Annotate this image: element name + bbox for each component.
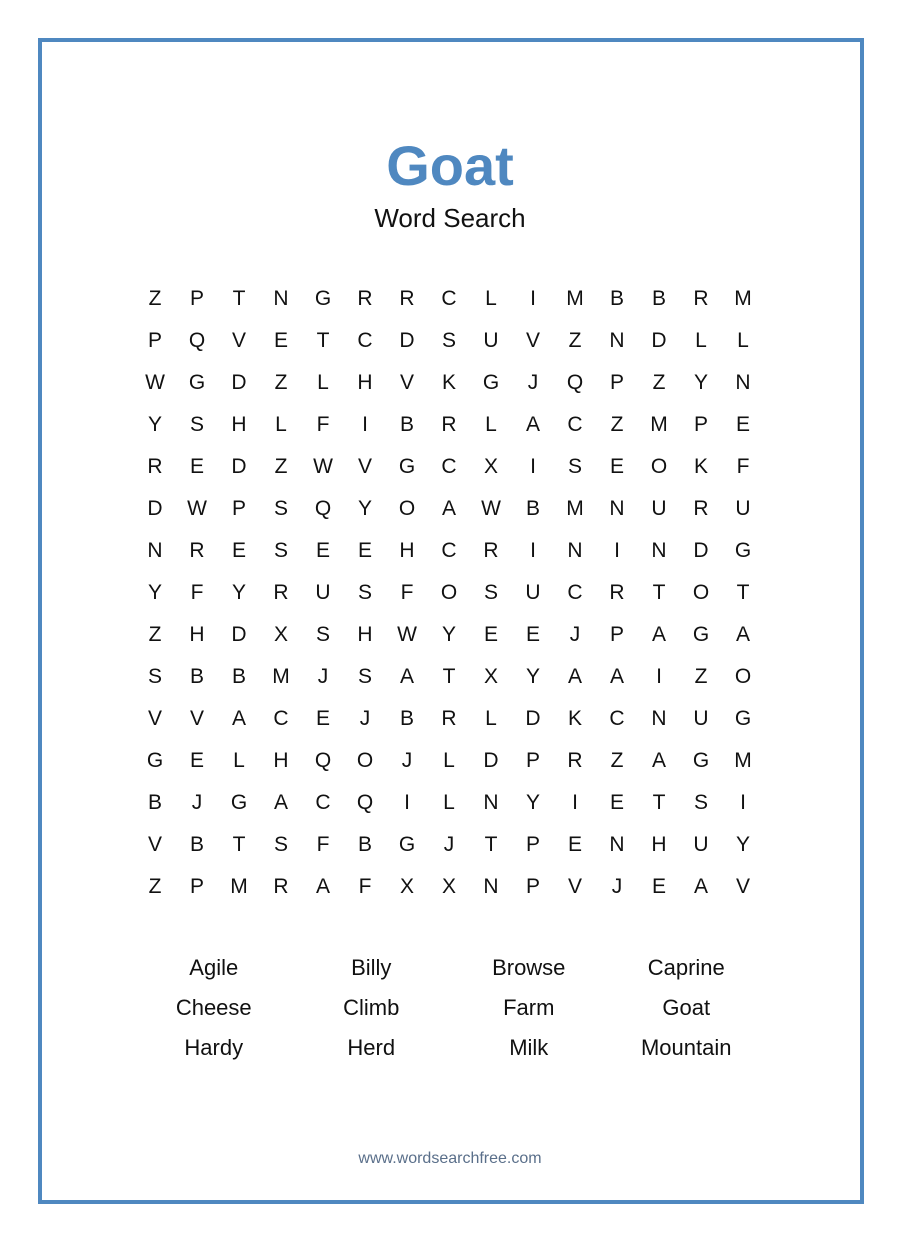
grid-letter[interactable]: H <box>357 371 373 394</box>
grid-letter[interactable]: S <box>567 455 582 478</box>
grid-letter[interactable]: F <box>358 875 372 898</box>
word-list-item: Farm <box>503 995 555 1020</box>
grid-letter[interactable]: H <box>231 413 247 436</box>
grid-letter[interactable]: G <box>692 623 710 646</box>
grid-letter[interactable]: P <box>231 497 246 520</box>
grid-letter[interactable]: R <box>693 287 709 310</box>
grid-letter[interactable]: I <box>404 791 410 814</box>
grid-letter[interactable]: T <box>484 833 498 856</box>
grid-letter[interactable]: R <box>441 707 457 730</box>
grid-letter[interactable]: Y <box>525 665 540 688</box>
grid-letter[interactable]: A <box>273 791 288 814</box>
grid-letter[interactable]: R <box>399 287 415 310</box>
grid-letter[interactable]: A <box>567 665 582 688</box>
grid-letter[interactable]: B <box>357 833 372 856</box>
grid-letter[interactable]: K <box>567 707 582 730</box>
grid-letter[interactable]: S <box>147 665 162 688</box>
grid-letter[interactable]: A <box>735 623 750 646</box>
grid-letter[interactable]: R <box>189 539 205 562</box>
word-list-item: Mountain <box>640 1035 732 1060</box>
grid-letter[interactable]: P <box>525 875 540 898</box>
grid-letter[interactable]: C <box>315 791 331 814</box>
grid-letter[interactable]: P <box>525 749 540 772</box>
grid-letter[interactable]: T <box>442 665 456 688</box>
grid-letter[interactable]: G <box>188 371 206 394</box>
word-list-item: Browse <box>492 955 566 980</box>
site-url[interactable]: www.wordsearchfree.com <box>358 1150 542 1167</box>
grid-letter[interactable]: P <box>189 287 204 310</box>
grid-letter[interactable]: S <box>273 539 288 562</box>
grid-letter[interactable]: R <box>567 749 583 772</box>
grid-letter[interactable]: E <box>273 329 288 352</box>
grid-letter[interactable]: L <box>233 749 245 772</box>
grid-letter[interactable]: U <box>651 497 667 520</box>
grid-letter[interactable]: A <box>399 665 414 688</box>
grid-letter[interactable]: U <box>693 833 709 856</box>
grid-letter[interactable]: D <box>231 623 247 646</box>
grid-letter[interactable]: D <box>231 455 247 478</box>
grid-letter[interactable]: D <box>147 497 163 520</box>
grid-letter[interactable]: Z <box>694 665 708 688</box>
grid-letter[interactable]: I <box>740 791 746 814</box>
grid-letter[interactable]: Q <box>314 497 332 520</box>
word-list-item: Cheese <box>175 995 252 1020</box>
grid-letter[interactable]: X <box>273 623 288 646</box>
letter-grid <box>134 278 764 908</box>
grid-letter[interactable]: Z <box>568 329 582 352</box>
grid-letter[interactable]: V <box>231 329 246 352</box>
grid-letter[interactable]: A <box>315 875 330 898</box>
grid-letter[interactable]: P <box>609 371 624 394</box>
grid-letter[interactable]: C <box>441 539 457 562</box>
grid-letter[interactable]: V <box>525 329 540 352</box>
grid-letter[interactable]: H <box>273 749 289 772</box>
grid-letter[interactable]: C <box>357 329 373 352</box>
grid-letter[interactable]: A <box>609 665 624 688</box>
grid-letter[interactable]: N <box>609 497 625 520</box>
word-list-item: Climb <box>343 995 400 1020</box>
grid-letter[interactable]: J <box>359 707 371 730</box>
grid-letter[interactable]: Z <box>652 371 666 394</box>
grid-letter[interactable]: T <box>316 329 330 352</box>
grid-letter[interactable]: J <box>317 665 329 688</box>
grid-letter[interactable]: Z <box>610 413 624 436</box>
grid-letter[interactable]: L <box>485 413 497 436</box>
grid-letter[interactable]: N <box>651 707 667 730</box>
grid-letter[interactable]: V <box>567 875 582 898</box>
grid-letter[interactable]: R <box>483 539 499 562</box>
grid-letter[interactable]: I <box>530 455 536 478</box>
grid-letter[interactable]: M <box>272 665 290 688</box>
grid-letter[interactable]: Y <box>525 791 540 814</box>
word-list-item: Milk <box>509 1035 549 1060</box>
grid-letter[interactable]: C <box>273 707 289 730</box>
grid-letter[interactable]: T <box>736 581 750 604</box>
grid-letter[interactable]: J <box>611 875 623 898</box>
grid-letter[interactable]: A <box>231 707 246 730</box>
grid-letter[interactable]: W <box>397 623 417 646</box>
grid-letter[interactable]: Y <box>357 497 372 520</box>
grid-letter[interactable]: Z <box>274 371 288 394</box>
grid-letter[interactable]: P <box>609 623 624 646</box>
word-list-item: Hardy <box>184 1035 244 1060</box>
grid-letter[interactable]: T <box>652 791 666 814</box>
grid-letter[interactable]: Q <box>314 749 332 772</box>
grid-letter[interactable]: G <box>692 749 710 772</box>
grid-letter[interactable]: J <box>443 833 455 856</box>
grid-letter[interactable]: O <box>440 581 458 604</box>
grid-letter[interactable]: Z <box>148 875 162 898</box>
grid-letter[interactable]: X <box>483 455 498 478</box>
grid-letter[interactable]: B <box>189 833 204 856</box>
grid-letter[interactable]: B <box>525 497 540 520</box>
grid-letter[interactable]: E <box>357 539 372 562</box>
grid-letter[interactable]: B <box>189 665 204 688</box>
grid-letter[interactable]: H <box>189 623 205 646</box>
grid-letter[interactable]: T <box>652 581 666 604</box>
grid-letter[interactable]: R <box>609 581 625 604</box>
grid-letter[interactable]: A <box>525 413 540 436</box>
grid-letter[interactable]: J <box>569 623 581 646</box>
grid-letter[interactable]: W <box>145 371 165 394</box>
grid-letter[interactable]: A <box>651 749 666 772</box>
grid-letter[interactable]: M <box>650 413 668 436</box>
grid-letter[interactable]: S <box>357 665 372 688</box>
grid-letter[interactable]: G <box>482 371 500 394</box>
grid-letter[interactable]: T <box>232 287 246 310</box>
grid-letter[interactable]: Y <box>147 581 162 604</box>
grid-letter[interactable]: R <box>441 413 457 436</box>
grid-letter[interactable]: V <box>357 455 372 478</box>
grid-letter[interactable]: L <box>695 329 707 352</box>
grid-letter[interactable]: Z <box>148 287 162 310</box>
grid-letter[interactable]: A <box>651 623 666 646</box>
grid-letter[interactable]: G <box>230 791 248 814</box>
grid-letter[interactable]: D <box>525 707 541 730</box>
grid-letter[interactable]: F <box>190 581 204 604</box>
word-list-item: Herd <box>347 1035 396 1060</box>
word-list-item: Caprine <box>647 955 725 980</box>
grid-letter[interactable]: R <box>273 875 289 898</box>
grid-letter[interactable]: P <box>189 875 204 898</box>
puzzle-subtitle: Word Search <box>374 203 526 233</box>
grid-letter[interactable]: F <box>316 833 330 856</box>
grid-letter[interactable]: O <box>356 749 374 772</box>
grid-letter[interactable]: L <box>317 371 329 394</box>
grid-letter[interactable]: P <box>693 413 708 436</box>
grid-letter[interactable]: K <box>441 371 456 394</box>
grid-letter[interactable]: Y <box>147 413 162 436</box>
grid-letter[interactable]: S <box>693 791 708 814</box>
grid-letter[interactable]: M <box>734 287 752 310</box>
grid-letter[interactable]: F <box>316 413 330 436</box>
grid-letter[interactable]: Z <box>148 623 162 646</box>
grid-letter[interactable]: P <box>147 329 162 352</box>
grid-letter[interactable]: V <box>189 707 204 730</box>
grid-letter[interactable]: E <box>189 749 204 772</box>
grid-letter[interactable]: Z <box>610 749 624 772</box>
grid-letter[interactable]: W <box>481 497 501 520</box>
grid-letter[interactable]: D <box>693 539 709 562</box>
grid-letter[interactable]: R <box>147 455 163 478</box>
grid-letter[interactable]: F <box>400 581 414 604</box>
grid-letter[interactable]: U <box>315 581 331 604</box>
grid-letter[interactable]: E <box>651 875 666 898</box>
grid-letter[interactable]: E <box>315 539 330 562</box>
grid-letter[interactable]: X <box>483 665 498 688</box>
grid-letter[interactable]: H <box>399 539 415 562</box>
grid-letter[interactable]: R <box>357 287 373 310</box>
grid-letter[interactable]: W <box>187 497 207 520</box>
grid-letter[interactable]: G <box>734 539 752 562</box>
grid-letter[interactable]: A <box>693 875 708 898</box>
grid-letter[interactable]: U <box>483 329 499 352</box>
grid-letter[interactable]: N <box>735 371 751 394</box>
grid-letter[interactable]: G <box>398 455 416 478</box>
puzzle-title: Goat <box>386 134 514 197</box>
grid-letter[interactable]: C <box>609 707 625 730</box>
word-list-item: Agile <box>189 955 239 980</box>
grid-letter[interactable]: V <box>399 371 414 394</box>
grid-letter[interactable]: O <box>398 497 416 520</box>
grid-letter[interactable]: M <box>230 875 248 898</box>
grid-letter[interactable]: I <box>530 287 536 310</box>
grid-letter[interactable]: U <box>525 581 541 604</box>
grid-letter[interactable]: E <box>315 707 330 730</box>
grid-letter[interactable]: I <box>572 791 578 814</box>
grid-letter[interactable]: G <box>314 287 332 310</box>
word-list-item: Goat <box>662 995 711 1020</box>
grid-letter[interactable]: E <box>735 413 750 436</box>
grid-letter[interactable]: R <box>273 581 289 604</box>
grid-letter[interactable]: S <box>273 833 288 856</box>
grid-letter[interactable]: C <box>441 455 457 478</box>
grid-letter[interactable]: C <box>567 413 583 436</box>
grid-letter[interactable]: L <box>443 791 455 814</box>
grid-letter[interactable]: L <box>737 329 749 352</box>
word-list-item: Billy <box>351 955 392 980</box>
grid-letter[interactable]: L <box>485 707 497 730</box>
grid-letter[interactable]: Y <box>735 833 750 856</box>
grid-letter[interactable]: V <box>147 707 162 730</box>
grid-letter[interactable]: X <box>441 875 456 898</box>
grid-letter[interactable]: Y <box>693 371 708 394</box>
grid-letter[interactable]: S <box>189 413 204 436</box>
grid-letter[interactable]: Z <box>274 455 288 478</box>
grid-letter[interactable]: L <box>443 749 455 772</box>
grid-letter[interactable]: W <box>313 455 333 478</box>
grid-letter[interactable]: Q <box>356 791 374 814</box>
grid-letter[interactable]: L <box>485 287 497 310</box>
grid-letter[interactable]: S <box>357 581 372 604</box>
grid-letter[interactable]: N <box>273 287 289 310</box>
grid-letter[interactable]: B <box>147 791 162 814</box>
grid-letter[interactable]: T <box>232 833 246 856</box>
grid-letter[interactable]: G <box>734 707 752 730</box>
grid-letter[interactable]: I <box>656 665 662 688</box>
grid-letter[interactable]: K <box>693 455 708 478</box>
grid-letter[interactable]: Y <box>231 581 246 604</box>
grid-letter[interactable]: D <box>483 749 499 772</box>
grid-letter[interactable]: V <box>735 875 750 898</box>
grid-letter[interactable]: D <box>231 371 247 394</box>
grid-letter[interactable]: Q <box>188 329 206 352</box>
grid-letter[interactable]: M <box>566 287 584 310</box>
grid-letter[interactable]: I <box>530 539 536 562</box>
grid-letter[interactable]: L <box>275 413 287 436</box>
grid-letter[interactable]: Q <box>566 371 584 394</box>
grid-letter[interactable]: D <box>651 329 667 352</box>
grid-letter[interactable]: S <box>273 497 288 520</box>
grid-letter[interactable]: F <box>736 455 750 478</box>
grid-letter[interactable]: B <box>399 707 414 730</box>
grid-letter[interactable]: I <box>614 539 620 562</box>
grid-letter[interactable]: U <box>693 707 709 730</box>
grid-letter[interactable]: B <box>651 287 666 310</box>
grid-letter[interactable]: R <box>693 497 709 520</box>
grid-letter[interactable]: E <box>483 623 498 646</box>
grid-letter[interactable]: B <box>609 287 624 310</box>
grid-letter[interactable]: N <box>651 539 667 562</box>
grid-letter[interactable]: M <box>734 749 752 772</box>
grid-letter[interactable]: E <box>567 833 582 856</box>
grid-letter[interactable]: O <box>650 455 668 478</box>
grid-letter[interactable]: J <box>191 791 203 814</box>
grid-letter[interactable]: A <box>441 497 456 520</box>
grid-letter[interactable]: N <box>609 833 625 856</box>
grid-letter[interactable]: E <box>525 623 540 646</box>
grid-letter[interactable]: J <box>401 749 413 772</box>
grid-letter[interactable]: C <box>567 581 583 604</box>
grid-letter[interactable]: G <box>146 749 164 772</box>
grid-letter[interactable]: S <box>441 329 456 352</box>
grid-letter[interactable]: E <box>609 791 624 814</box>
grid-letter[interactable]: P <box>525 833 540 856</box>
grid-letter[interactable]: O <box>692 581 710 604</box>
grid-letter[interactable]: U <box>735 497 751 520</box>
grid-letter[interactable]: D <box>399 329 415 352</box>
grid-letter[interactable]: X <box>399 875 414 898</box>
grid-letter[interactable]: V <box>147 833 162 856</box>
grid-letter[interactable]: N <box>147 539 163 562</box>
grid-letter[interactable]: M <box>566 497 584 520</box>
grid-letter[interactable]: S <box>483 581 498 604</box>
grid-letter[interactable]: N <box>609 329 625 352</box>
grid-letter[interactable]: N <box>483 875 499 898</box>
grid-letter[interactable]: J <box>527 371 539 394</box>
grid-letter[interactable]: I <box>362 413 368 436</box>
grid-letter[interactable]: H <box>651 833 667 856</box>
grid-letter[interactable]: N <box>483 791 499 814</box>
word-list <box>135 948 765 1068</box>
grid-letter[interactable]: Y <box>441 623 456 646</box>
grid-letter[interactable]: E <box>609 455 624 478</box>
grid-letter[interactable]: G <box>398 833 416 856</box>
grid-letter[interactable]: E <box>231 539 246 562</box>
grid-letter[interactable]: C <box>441 287 457 310</box>
grid-letter[interactable]: E <box>189 455 204 478</box>
grid-letter[interactable]: B <box>399 413 414 436</box>
grid-letter[interactable]: B <box>231 665 246 688</box>
grid-letter[interactable]: S <box>315 623 330 646</box>
grid-letter[interactable]: O <box>734 665 752 688</box>
grid-letter[interactable]: N <box>567 539 583 562</box>
grid-letter[interactable]: H <box>357 623 373 646</box>
